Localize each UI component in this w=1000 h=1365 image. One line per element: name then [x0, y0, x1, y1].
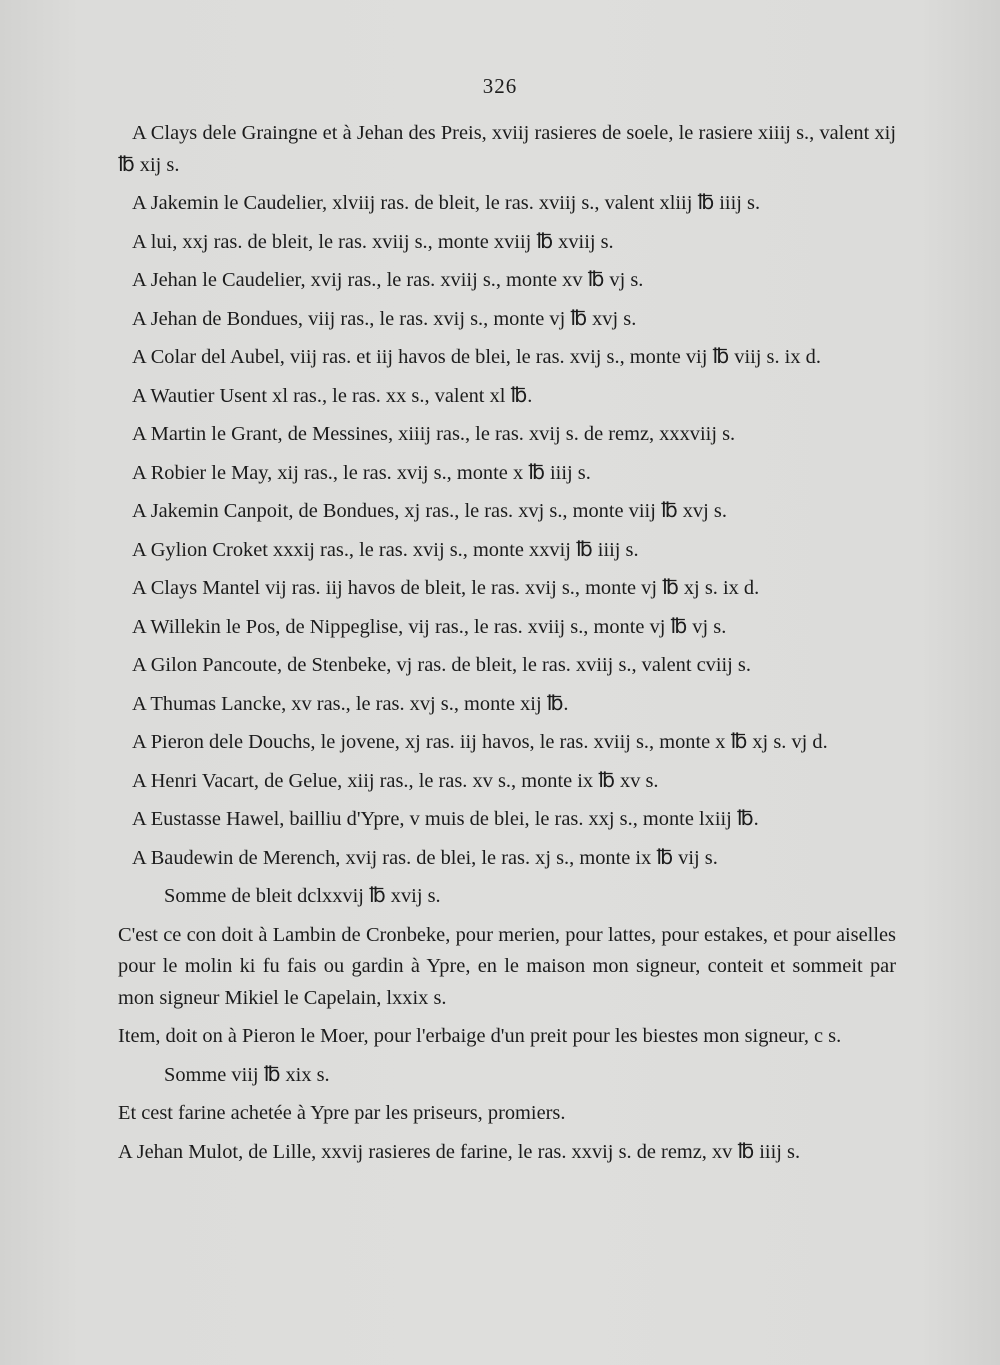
- section-paragraph: C'est ce con doit à Lambin de Cronbeke, pour merien, pour lattes, pour estakes, et pour aiselles pour le molin ki fu fais ou gardin à Ypre, en le maison mon signeur, conteit et sommeit par mon signeur Mikiel le Capelain, lxxix s.: [118, 923, 896, 1009]
- account-entry: A Jakemin le Caudelier, xlviij ras. de bleit, le ras. xviij s., valent xliij ℔ iiij s.: [132, 192, 761, 214]
- account-entry: A lui, xxj ras. de bleit, le ras. xviij s., monte xviij ℔ xviij s.: [132, 230, 614, 253]
- account-entry: A Baudewin de Merench, xvij ras. de blei, le ras. xj s., monte ix ℔ vij s.: [132, 846, 718, 869]
- account-entry: A Colar del Aubel, viij ras. et iij havos de blei, le ras. xvij s., monte vij ℔ viij s. ix d.: [132, 346, 821, 368]
- section-paragraph: A Jehan Mulot, de Lille, xxvij rasieres de farine, le ras. xxvij s. de remz, xv ℔ iiij s.: [118, 1140, 801, 1163]
- section-paragraph: Et cest farine achetée à Ypre par les priseurs, promiers.: [118, 1102, 566, 1124]
- document-body: [118, 118, 896, 1175]
- account-entry: A Henri Vacart, de Gelue, xiij ras., le ras. xv s., monte ix ℔ xv s.: [132, 769, 659, 792]
- page-number: 326: [482, 74, 518, 98]
- account-entry: A Jehan le Caudelier, xvij ras., le ras. xviij s., monte xv ℔ vj s.: [132, 269, 644, 291]
- account-entry: A Pieron dele Douchs, le jovene, xj ras. iij havos, le ras. xviij s., monte x ℔ xj s. vj d.: [132, 731, 828, 753]
- sum-line: Somme de bleit dclxxvij ℔ xvij s.: [164, 885, 441, 907]
- account-entry: A Martin le Grant, de Messines, xiiij ras., le ras. xvij s. de remz, xxxviij s.: [132, 423, 736, 445]
- account-entry: A Gilon Pancoute, de Stenbeke, vj ras. de bleit, le ras. xviij s., valent cviij s.: [132, 654, 751, 676]
- account-entry: A Willekin le Pos, de Nippeglise, vij ras., le ras. xviij s., monte vj ℔ vj s.: [132, 615, 727, 638]
- account-entry: A Gylion Croket xxxij ras., le ras. xvij s., monte xxvij ℔ iiij s.: [132, 538, 639, 561]
- account-entry: A Jehan de Bondues, viij ras., le ras. xvij s., monte vj ℔ xvj s.: [132, 307, 637, 330]
- account-entry: A Clays Mantel vij ras. iij havos de bleit, le ras. xvij s., monte vj ℔ xj s. ix d.: [132, 577, 760, 599]
- account-entry: A Jakemin Canpoit, de Bondues, xj ras., le ras. xvj s., monte viij ℔ xvj s.: [132, 500, 727, 522]
- account-entry: A Clays dele Graingne et à Jehan des Preis, xviij rasieres de soele, le rasiere xiiij s., valent xij ℔ xij s.: [118, 122, 896, 176]
- account-entry: A Wautier Usent xl ras., le ras. xx s., valent xl ℔.: [132, 384, 533, 407]
- account-entry: A Thumas Lancke, xv ras., le ras. xvj s., monte xij ℔.: [132, 692, 569, 715]
- section-paragraph: Item, doit on à Pieron le Moer, pour l'erbaige d'un preit pour les biestes mon signeur, c s.: [118, 1025, 842, 1047]
- account-entry: A Eustasse Hawel, bailliu d'Ypre, v muis de blei, le ras. xxj s., monte lxiij ℔.: [132, 808, 759, 830]
- account-entry: A Robier le May, xij ras., le ras. xvij s., monte x ℔ iiij s.: [132, 461, 591, 484]
- sum-line: Somme viij ℔ xix s.: [164, 1063, 330, 1086]
